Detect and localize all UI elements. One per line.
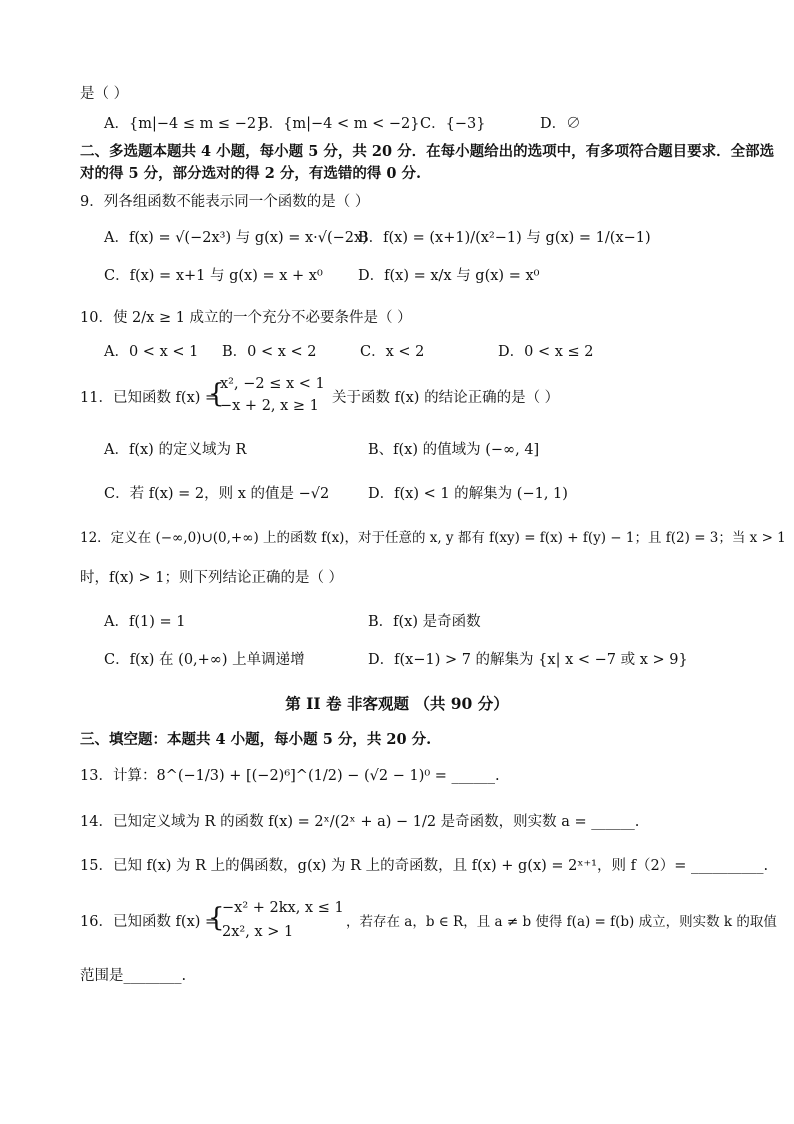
q16-prefix: 16．已知函数 f(x) = <box>80 914 218 930</box>
q12-line2: 时，f(x) > 1；则下列结论正确的是（ ） <box>80 570 344 586</box>
q9-option-a: A．f(x) = √(−2x³) 与 g(x) = x·√(−2x) <box>104 230 368 246</box>
q16-brace: { <box>208 903 225 933</box>
q12-option-b: B．f(x) 是奇函数 <box>368 614 481 630</box>
q9-option-c: C．f(x) = x+1 与 g(x) = x + x⁰ <box>104 268 323 284</box>
q10-option-d: D．0 < x ≤ 2 <box>498 344 594 360</box>
q12-line1: 12．定义在 (−∞,0)∪(0,+∞) 上的函数 f(x)，对于任意的 x, y 都有 f(xy) = f(x) + f(y) − 1；且 f(2) = 3；当 x > 1 <box>80 530 786 546</box>
q11-option-d: D．f(x) < 1 的解集为 (−1, 1) <box>368 486 568 502</box>
q8-option-d: D．∅ <box>540 116 581 132</box>
q8-option-a: A．{m|−4 ≤ m ≤ −2} <box>104 116 266 132</box>
part2-title: 第 II 卷 非客观题 （共 90 分） <box>285 694 509 713</box>
q8-option-b: B．{m|−4 < m < −2} <box>258 116 420 132</box>
q10-option-a: A．0 < x < 1 <box>104 344 199 360</box>
section2-line2: 对的得 5 分，部分选对的得 2 分，有选错的得 0 分. <box>80 165 422 182</box>
q8-tail: 是（ ） <box>80 86 129 102</box>
q9-option-b: B．f(x) = (x+1)/(x²−1) 与 g(x) = 1/(x−1) <box>358 230 651 246</box>
q16-line2: 范围是________. <box>80 968 187 984</box>
q11-option-a: A．f(x) 的定义域为 R <box>104 442 247 458</box>
q8-option-c: C．{−3} <box>420 116 486 132</box>
q15: 15．已知 f(x) 为 R 上的偶函数，g(x) 为 R 上的奇函数，且 f(x) + g(x) = 2ˣ⁺¹，则 f（2）= __________. <box>80 858 769 874</box>
q16-piece-1: −x² + 2kx, x ≤ 1 <box>222 900 344 916</box>
q16-piece-2: 2x², x > 1 <box>222 924 294 940</box>
q9-stem: 9．列各组函数不能表示同一个函数的是（ ） <box>80 194 370 210</box>
q11-stem-suffix: 关于函数 f(x) 的结论正确的是（ ） <box>332 390 560 406</box>
q11-option-c: C．若 f(x) = 2，则 x 的值是 −√2 <box>104 486 330 502</box>
section3-heading: 三、填空题：本题共 4 小题，每小题 5 分，共 20 分. <box>80 731 432 748</box>
q16-suffix: ，若存在 a，b ∈ R，且 a ≠ b 使得 f(a) = f(b) 成立，则实数 k 的取值 <box>346 914 777 930</box>
q11-stem-prefix: 11．已知函数 f(x) = <box>80 390 218 406</box>
q10-option-c: C．x < 2 <box>360 344 425 360</box>
q12-option-c: C．f(x) 在 (0,+∞) 上单调递增 <box>104 652 305 668</box>
q12-option-d: D．f(x−1) > 7 的解集为 {x| x < −7 或 x > 9} <box>368 652 688 668</box>
q11-brace: { <box>208 379 225 409</box>
section2-line1: 二、多选题本题共 4 小题，每小题 5 分，共 20 分．在每小题给出的选项中，有多项符合题目要求．全部选 <box>80 143 775 160</box>
q12-option-a: A．f(1) = 1 <box>104 614 186 630</box>
q13: 13．计算：8^(−1/3) + [(−2)⁶]^(1/2) − (√2 − 1)⁰ = ______. <box>80 768 500 784</box>
q11-piece-1: x², −2 ≤ x < 1 <box>220 376 325 392</box>
q11-option-b: B、f(x) 的值域为 (−∞, 4] <box>368 442 540 458</box>
q10-option-b: B．0 < x < 2 <box>222 344 317 360</box>
q11-piece-2: −x + 2, x ≥ 1 <box>220 398 319 414</box>
q14: 14．已知定义域为 R 的函数 f(x) = 2ˣ/(2ˣ + a) − 1/2 是奇函数，则实数 a = ______. <box>80 814 640 830</box>
q9-option-d: D．f(x) = x/x 与 g(x) = x⁰ <box>358 268 540 284</box>
q10-stem: 10．使 2/x ≥ 1 成立的一个充分不必要条件是（ ） <box>80 310 412 326</box>
